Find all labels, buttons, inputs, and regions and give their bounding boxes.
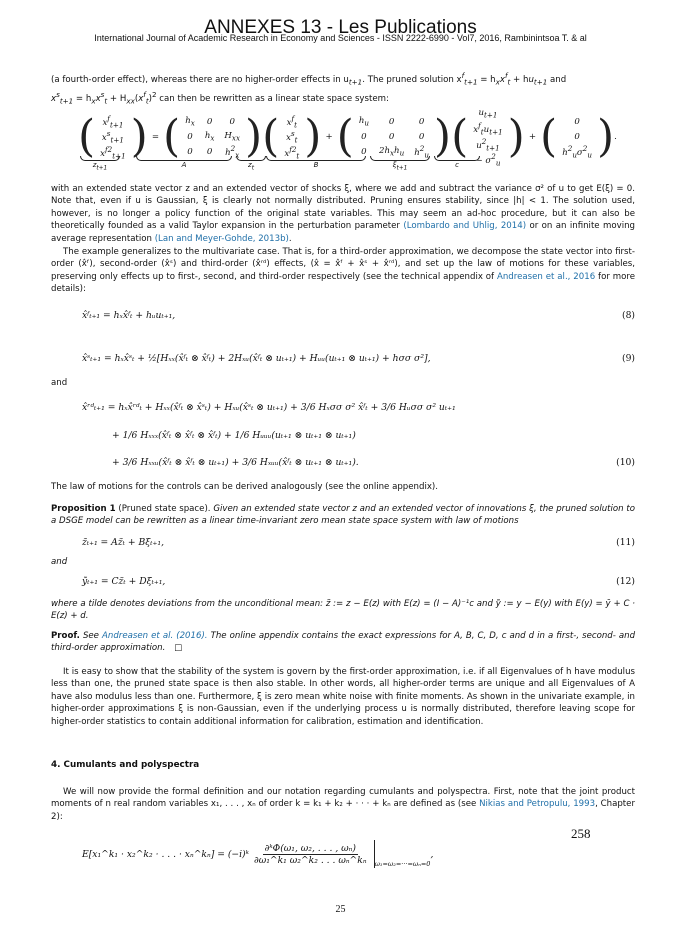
equation-10-line2: + 1/6 Hₓₓₓ(x̂ᶠₜ ⊗ x̂ᶠₜ ⊗ x̂ᶠₜ) + 1/6 Hᵤᵤᵤ(uₜ₊₁ ⊗ uₜ₊₁ ⊗ uₜ₊₁) [112, 430, 356, 441]
matrix-B: ( $h_u$ 0 0 0 0 0 0 $2h_xh_u$ $h^2_u$ ) [336, 110, 452, 162]
journal-page-number: 258 [571, 826, 591, 841]
equation-8: x̂ᶠₜ₊₁ = hₓx̂ᶠₜ + hᵤuₜ₊₁, [82, 310, 176, 321]
brace-z-t: $z_t$ [236, 156, 266, 171]
brace-B: B [266, 156, 366, 169]
tilde-definition: where a tilde denotes deviations from the unconditional mean: z̃ := z − E(z) with E(z) = (I − A)⁻¹c and ỹ := y − E(y) with E(y) = ȳ + C · E(z) + d. [51, 599, 635, 622]
equation-10-number: (10) [616, 457, 635, 468]
equation-9-number: (9) [621, 353, 635, 364]
section-heading-4: 4. Cumulants and polyspectra [51, 760, 200, 770]
brace-A: A [136, 156, 232, 169]
and-1: and [51, 378, 68, 388]
paragraph-controls: The law of motions for the controls can be derived analogously (see the online appendix). [51, 482, 438, 492]
qed-box: □ [174, 643, 183, 654]
journal-line: International Journal of Academic Research in Economy and Sciences - ISSN 2222-6990 - Vol7, 2016, Rambinintsoa T. & al [94, 33, 587, 43]
paragraph-pruning: with an extended state vector z and an extended vector of shocks ξ, where we add and subtract the variance σ² of u to get E(ξ) = 0. Note that, even if u is Gaussian, ξ is clearly not normally distributed. Pruning ensures stability, since |h| < 1. The solution used, however, is no longer a policy function of the original state variables. This may seem an ad-hoc procedure, but it can also be theoretically founded as a valid Taylor expansion in the perturbation parameter (Lombardo and Uhlig, 2014) or on an infinite moving average representation (Lan and Meyer-Gohde, 2013b). [51, 184, 635, 244]
equation-12-number: (12) [616, 576, 635, 587]
equation-8-number: (8) [621, 310, 635, 321]
proposition-1: Proposition 1 (Pruned state space). Given an extended state vector z and an extended vector of innovations ξ, the pruned solution to a DSGE model can be rewritten as a linear time-invariant zero mean state space system with law of motions [51, 504, 636, 527]
intro-line1: (a fourth-order effect), whereas there are no higher-order effects in u [51, 74, 349, 85]
matrix-c: ( 0 0 $h^2_u\sigma^2_u$ ) [540, 110, 615, 162]
equation-10-line1: x̂ʳᵈₜ₊₁ = hₓx̂ʳᵈₜ + Hₓₓ(x̂ᶠₜ ⊗ x̂ˢₜ) + Hₓᵤ(x̂ˢₜ ⊗ uₜ₊₁) + 3/6 Hₓσσ σ² x̂ᶠₜ + 3/6 Hᵤσσ σ² uₜ₊₁ [82, 402, 456, 413]
and-2: and [51, 557, 68, 567]
brace-c: c [434, 156, 480, 169]
annex-title: ANNEXES 13 - Les Publications [204, 17, 477, 38]
matrix-z-t: ( $x^f_t$ $x^s_t$ $x^{f2}_t$ ) [262, 110, 322, 162]
link-lan-meyer-gohde[interactable]: (Lan and Meyer-Gohde, 2013b) [154, 233, 289, 244]
state-space-system: ( $x^f_{t+1}$ $x^s_{t+1}$ $x^{f2}_{t+1}$ ) = ( $h_x$ 0 0 0 $h_x$ $H_{xx}$ 0 0 $h^2_x$ ) ( $x^f_t$ $x^s_t$ $x^{f2}_t$ ) + ( $h_u$ 0 0 0 0 0 0 $2h_xh_u$ $h^2_u$ ) ( $u_{t+1}$ $x^f_tu_{t+1}$ $u^2_{t+1} - \sigma^2_u$ ) + ( 0 0 $h^2_u\sigma^2_u$ ) . [78, 107, 617, 168]
equation-12: ỹₜ₊₁ = Cz̃ₜ + Dξₜ₊₁, [82, 576, 166, 587]
proposition-title: Proposition 1 [51, 504, 116, 514]
matrix-z-next: ( $x^f_{t+1}$ $x^s_{t+1}$ $x^{f2}_{t+1}$ ) [78, 110, 148, 162]
intro-paragraph: (a fourth-order effect), whereas there are no higher-order effects in $u_{t+1}$. The pruned solution $x^f_{t+1} = h_xx^f_t + hu_{t+1}$ and $x^s_{t+1} = h_xx^s_t + H_{xx}(x^f_t)^2$ can then be rewritten as a linear state space system: [51, 71, 567, 106]
page-number: 25 [335, 904, 346, 915]
equation-10-line3: + 3/6 Hₓₓᵤ(x̂ᶠₜ ⊗ x̂ᶠₜ ⊗ uₜ₊₁) + 3/6 Hₓᵤᵤ(x̂ᶠₜ ⊗ uₜ₊₁ ⊗ uₜ₊₁). [112, 457, 359, 468]
proof: Proof. See Andreasen et al. (2016). The online appendix contains the exact expressions for A, B, C, D, c and d in a first-, second- and third-order approximation. □ [51, 631, 636, 654]
paragraph-cumulants: We will now provide the formal definition and our notation regarding cumulants and polyspectra. First, note that the joint product moments of n real random variables x₁, . . . , xₙ of order k = k₁ + k₂ + · · · + kₙ are defined as (see Nikias and Petropulu, 1993, Chapter 2): [51, 787, 635, 822]
paragraph-stability: It is easy to show that the stability of the system is govern by the first-order approximation, i.e. if all Eigenvalues of h have modulus less than one, the pruned state space is then also stable. In other words, all higher-order terms are unique and all Eigenvalues of A have also modulus less than one. Furthermore, ξ is zero mean white noise with finite moments. As shown in the univariate example, in higher-order approximations ξ is non-Gaussian, even if the underlying process u is normally distributed, therefore leaving scope for higher-order statistics to contain additional information for calibration, estimation and identification. [51, 667, 635, 727]
matrix-A: ( $h_x$ 0 0 0 $h_x$ $H_{xx}$ 0 0 $h^2_x$ ) [163, 110, 263, 162]
equation-9: x̂ˢₜ₊₁ = hₓx̂ˢₜ + ½[Hₓₓ(x̂ᶠₜ ⊗ x̂ᶠₜ) + 2Hₓᵤ(x̂ᶠₜ ⊗ uₜ₊₁) + Hᵤᵤ(uₜ₊₁ ⊗ uₜ₊₁) + hσσ σ²], [82, 353, 431, 364]
paragraph-multivariate: The example generalizes to the multivariate case. That is, for a third-order approximation, we decompose the state vector into first-order (x̂ᶠ), second-order (x̂ˢ) and third-order (x̂ʳᵈ) effects, (x̂ = x̂ᶠ + x̂ˢ + x̂ʳᵈ), and set up the law of motions for these variables, preserving only effects up to first-, second, and third-order respectively (see the technical appendix of Andreasen et al., 2016 for more details): [51, 247, 636, 295]
link-lombardo-uhlig[interactable]: (Lombardo and Uhlig, 2014) [403, 221, 527, 232]
link-andreasen-2016[interactable]: Andreasen et al., 2016 [496, 271, 596, 282]
equation-11-number: (11) [616, 537, 635, 548]
link-andreasen-proof[interactable]: Andreasen et al. (2016). [102, 631, 208, 641]
matrix-xi: ( $u_{t+1}$ $x^f_tu_{t+1}$ $u^2_{t+1} - \sigma^2_u$ ) [451, 107, 525, 168]
brace-z-next: $z_{t+1}$ [80, 156, 120, 171]
link-nikias-petropulu[interactable]: Nikias and Petropulu, 1993 [479, 799, 596, 810]
equation-moments: E[x₁^k₁ · x₂^k₂ · . . . · xₙ^kₙ] = (−i)ᵏ ∂ᵏΦ(ω₁, ω₂, . . . , ωₙ) ∂ω₁^k₁ ω₂^k₂ . . . ωₙ^kₙ ω₁=ω₂=···=ωₙ=0 , [82, 840, 433, 868]
equation-11: z̃ₜ₊₁ = Az̃ₜ + Bξₜ₊₁, [82, 537, 164, 548]
brace-xi: $\xi_{t+1}$ [370, 156, 430, 171]
